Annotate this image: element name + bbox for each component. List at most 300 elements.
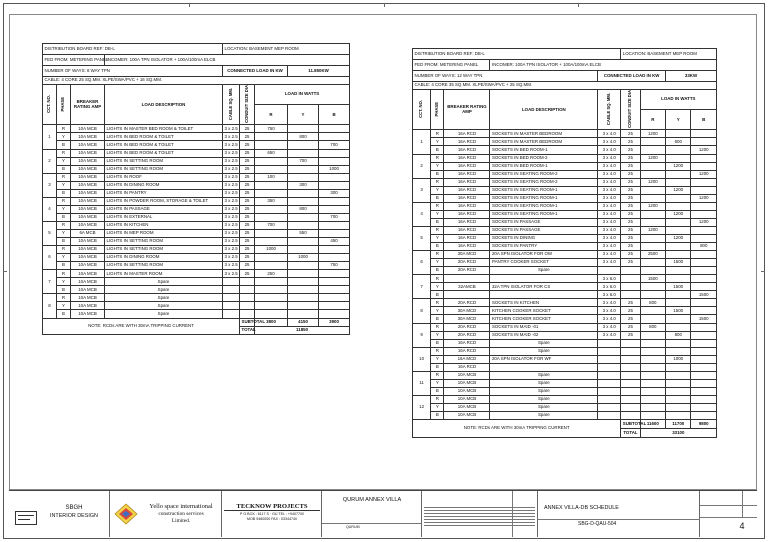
cell-b [691,226,717,234]
cell-conduit: 25 [621,210,640,218]
cell-b [319,302,350,310]
cell-cable [598,355,621,363]
cell-phase: R [431,323,444,331]
cell-b: 1000 [319,165,350,173]
cell-b [319,133,350,141]
tripping-note: NOTE: RCDs ARE WITH 30mA TRIPPING CURRENT [413,420,621,438]
board-location: LOCATION: BASEMENT MEP ROOM [223,44,350,55]
cell-desc: SOCKETS IN MAID -02 [490,331,598,339]
cell-y [666,202,691,210]
incomer: INCOMER: 100A TPN ISOLATOR + 100A/100mA ELCB [490,60,717,71]
cell-phase: Y [431,138,444,146]
cell-r [640,412,665,420]
cell-cct-no: 8 [413,299,431,323]
cell-cct-no: 8 [43,294,57,318]
cell-r: 700 [255,221,288,229]
cell-r [640,347,665,355]
cell-b [319,310,350,318]
cell-cable: 3 x 2.5 [223,262,240,270]
cable-spec: CABLE: 4 CORE 25 SQ.MM. XLPE/SWA/PVC + 16 SQ.MM. [43,77,350,85]
subtotal-b: 3900 [319,318,350,326]
cell-breaker: 32AMCB [444,283,490,291]
tripping-note: NOTE: RCDs ARE WITH 30mA TRIPPING CURRENT [43,318,240,334]
cell-desc: Spare [490,267,598,275]
cell-breaker: 16A RCD [444,210,490,218]
cell-desc: SOCKETS IN BED ROOM-1 [490,162,598,170]
cell-y [666,218,691,226]
cell-cct-no: 2 [43,149,57,173]
cell-phase: Y [57,157,71,165]
cell-b [691,371,717,379]
cell-b [691,275,717,283]
cell-desc: KITCHEN COOKER SOCKET [490,315,598,323]
cell-desc: SOCKETS IN MASTER BEDROOM [490,130,598,138]
cell-breaker: 10A MCB [71,238,105,246]
cell-r [255,238,288,246]
cell-cable [598,371,621,379]
cell-r [255,286,288,294]
cell-phase: B [431,363,444,371]
cell-conduit: 25 [621,218,640,226]
number-of-ways: NUMBER OF WAYS: 8 WAY TPN [43,66,223,77]
cell-desc: LIGHTS IN EXTERNAL [105,213,223,221]
cell-cable: 3 x 2.5 [223,238,240,246]
cell-b [691,178,717,186]
drawing-title: ANNEX VILLA-DB SCHEDULE [544,505,619,511]
cell-b: 450 [319,238,350,246]
cell-breaker: 10A MCB [71,213,105,221]
cell-phase: Y [57,133,71,141]
table-row [413,395,717,403]
cell-phase: B [57,310,71,318]
table-row [413,315,717,323]
cell-b [319,173,350,181]
cell-cct-no: 4 [43,197,57,221]
number-of-ways: NUMBER OF WAYS: 12 WAY TPN [413,71,598,82]
cell-phase: B [57,262,71,270]
col-breaker: BREAKER RATING AMP [444,90,490,130]
cell-r [640,339,665,347]
cell-desc: LIGHTS IN SETTING ROOM [105,165,223,173]
cell-phase: B [431,315,444,323]
cell-b [319,270,350,278]
table-row [413,299,717,307]
cell-phase: R [57,270,71,278]
col-load-description: LOAD DESCRIPTION [105,85,223,125]
cell-b: 800 [691,243,717,251]
cell-r: 350 [255,197,288,205]
table-row [43,310,350,318]
cell-cct-no: 4 [413,202,431,226]
cell-phase: Y [431,379,444,387]
cell-r: 650 [255,149,288,157]
cell-cable [598,387,621,395]
table-row [413,275,717,283]
board-ref: DISTRIBUTION BOARD REF: DB-L [43,44,223,55]
cell-phase: R [57,221,71,229]
cell-conduit: 25 [621,130,640,138]
cell-y [288,278,319,286]
cell-y [288,189,319,197]
cell-phase: B [431,412,444,420]
cell-r [640,331,665,339]
table-row [43,246,350,254]
total-label: TOTAL [621,429,640,438]
cell-breaker: 16A RCD [444,234,490,242]
cell-desc: SOCKETS IN PASSAGE [490,218,598,226]
cell-b [691,387,717,395]
designer-name: SBGH [65,505,83,511]
cell-y: 800 [666,331,691,339]
cell-desc: Spare [105,294,223,302]
cell-conduit [240,286,255,294]
cell-cable: 3 x 4.0 [598,162,621,170]
cell-breaker: 10A MCB [444,412,490,420]
cell-y [666,395,691,403]
cell-desc: SOCKETS IN BED ROOM-1 [490,146,598,154]
cell-breaker: 16A RCD [444,243,490,251]
drawing-number: SBG-D-QAU-504 [578,521,617,527]
cell-phase: Y [431,186,444,194]
cell-cable: 3 x 4.0 [598,234,621,242]
cell-phase: Y [57,254,71,262]
cell-cct-no: 7 [43,270,57,294]
cell-desc: SOCKETS IN PANTRY [490,243,598,251]
subtotal-r: 11600 [640,420,665,429]
cell-desc: LIGHTS IN DINING ROOM [105,181,223,189]
cell-cable: 3 x 2.5 [223,181,240,189]
cell-cct-no: 6 [413,251,431,275]
cell-phase: B [57,238,71,246]
cell-y [288,221,319,229]
cell-breaker: 20A RCD [444,259,490,267]
cell-desc: 20A SPN ISOLATOR FOR WF [490,355,598,363]
cell-b [691,331,717,339]
cell-desc: LIGHTS IN PASSAGE [105,205,223,213]
cell-cable [598,379,621,387]
cell-conduit: 25 [621,154,640,162]
cell-desc [490,291,598,299]
cell-phase: B [57,165,71,173]
cell-desc: LIGHTS IN MEP ROOM [105,229,223,237]
table-row [413,251,717,259]
cell-y [288,262,319,270]
cell-b [691,154,717,162]
cell-cable [223,302,240,310]
cell-conduit [621,275,640,283]
cell-r [255,262,288,270]
cell-desc: LIGHTS IN PANTRY [105,189,223,197]
table-row [413,371,717,379]
cell-conduit: 25 [621,146,640,154]
cell-r [640,291,665,299]
cell-b [691,299,717,307]
cell-desc: SOCKETS IN SEATING ROOM-1 [490,186,598,194]
cell-b [319,229,350,237]
cell-conduit: 25 [240,221,255,229]
col-y: Y [288,105,319,125]
cell-conduit: 25 [240,173,255,181]
cell-r [255,254,288,262]
cell-conduit: 25 [621,194,640,202]
drawing-info-cell [538,491,700,537]
cell-cable: 3 x 2.5 [223,246,240,254]
cell-breaker: 16A RCD [444,218,490,226]
col-y: Y [666,110,691,130]
total-label: TOTAL [240,326,255,334]
col-phase: PHASE [57,85,71,125]
board-location: LOCATION: BASEMENT MEP ROOM [621,49,717,60]
cell-b [691,210,717,218]
table-row [43,286,350,294]
cell-desc: Spare [490,395,598,403]
cell-y [666,403,691,411]
table-row [413,162,717,170]
cell-r: 1500 [640,275,665,283]
cell-y [288,294,319,302]
cell-phase: B [431,194,444,202]
cell-b [319,278,350,286]
subtotal-b: 9800 [691,420,717,429]
cell-y [666,291,691,299]
cell-cable: 3 x 4.0 [598,194,621,202]
cell-phase: Y [431,307,444,315]
cell-r [640,234,665,242]
cell-y [288,141,319,149]
cell-breaker: 6A MCB [71,229,105,237]
cell-breaker: 10A MCB [71,205,105,213]
cell-r [640,363,665,371]
table-row [413,403,717,411]
cell-b: 300 [319,189,350,197]
cell-phase: Y [57,302,71,310]
table-row [413,259,717,267]
cell-r: 100 [255,173,288,181]
cell-cct-no: 1 [43,125,57,149]
cell-y [288,173,319,181]
cell-b: 1200 [691,170,717,178]
cell-cable: 3 x 4.0 [598,186,621,194]
cell-conduit [621,355,640,363]
cell-r: 800 [640,323,665,331]
cell-cable: 3 x 4.0 [598,202,621,210]
table-row [413,387,717,395]
table-row [43,141,350,149]
cell-conduit [621,395,640,403]
cell-cable: 3 x 2.5 [223,221,240,229]
cell-r [640,186,665,194]
cell-cable: 3 x 2.5 [223,213,240,221]
cell-cable: 3 x 2.5 [223,189,240,197]
cell-desc: LIGHTS IN DINING ROOM [105,254,223,262]
cell-breaker: 10A MCB [71,125,105,133]
cell-r [640,307,665,315]
cell-phase: B [431,291,444,299]
cell-y [666,347,691,355]
table-row [43,278,350,286]
cell-r [640,379,665,387]
cell-y [666,243,691,251]
table-row [413,307,717,315]
connected-load-label: CONNECTED LOAD IN KW [223,66,288,77]
cell-cable: 3 x 2.5 [223,133,240,141]
total-value: 11850 [255,326,350,334]
contractor-name: TECKNOW PROJECTS [224,503,320,511]
cell-y [666,226,691,234]
cell-y: 1200 [666,234,691,242]
col-cable: CABLE SQ. MM. [598,90,621,130]
cell-y [288,302,319,310]
cell-phase: R [57,197,71,205]
cell-phase: Y [57,229,71,237]
cell-conduit: 25 [621,138,640,146]
cell-desc: LIGHTS IN SETTING ROOM [105,157,223,165]
cell-cable [598,267,621,275]
cell-desc: LIGHTS IN SETTING ROOM [105,238,223,246]
sheet-number: 4 [739,521,745,531]
col-load-description: LOAD DESCRIPTION [490,90,598,130]
cell-y [666,178,691,186]
col-conduit: CONDUIT SIZE DIA [240,85,255,125]
cell-breaker: 10A MCB [444,395,490,403]
cell-cable [223,310,240,318]
cell-conduit [240,302,255,310]
cell-y [666,267,691,275]
cell-b [691,347,717,355]
cell-cable [598,412,621,420]
cell-breaker: 10A MCB [71,278,105,286]
cell-cable [598,363,621,371]
cell-breaker: 20A RCD [444,267,490,275]
cell-conduit: 25 [621,226,640,234]
cell-desc: Spare [490,339,598,347]
cell-desc: LIGHTS IN SETTING ROOM [105,262,223,270]
cell-conduit: 25 [240,238,255,246]
cell-y [666,194,691,202]
cell-cable [223,294,240,302]
cell-y [666,251,691,259]
cell-desc: LIGHTS IN BED ROOM & TOILET [105,149,223,157]
cell-cable: 3 x 4.0 [598,154,621,162]
cell-cct-no: 10 [413,347,431,371]
table-row [413,178,717,186]
cell-breaker: 16A RCD [444,178,490,186]
cell-breaker: 10A MCB [444,387,490,395]
cell-phase: B [431,387,444,395]
col-load-watts: LOAD IN WATTS [255,85,350,105]
cell-breaker: 30A MCD [444,251,490,259]
cell-b [691,323,717,331]
connected-load-value: 11.850KW [288,66,350,77]
table-row [43,262,350,270]
cell-cable: 3 x 6.0 [598,291,621,299]
cell-phase: B [431,146,444,154]
cell-b [319,149,350,157]
col-b: B [319,105,350,125]
grid-tick [761,271,765,272]
cell-b [691,259,717,267]
cell-y: 1000 [666,355,691,363]
cell-cable: 3 x 4.0 [598,226,621,234]
cell-phase: Y [57,278,71,286]
cell-desc: SOCKETS IN PASSAGE [490,226,598,234]
cell-r: 1000 [255,246,288,254]
cell-phase: B [431,243,444,251]
cell-conduit: 25 [621,299,640,307]
cell-r [640,243,665,251]
cell-b [691,202,717,210]
subtotal-y: 11700 [666,420,691,429]
cell-breaker: 16A RCD [444,130,490,138]
cell-y: 1500 [666,307,691,315]
cell-phase: R [431,371,444,379]
cell-cable [223,286,240,294]
cell-breaker: 10A MCB [444,403,490,411]
cable-spec: CABLE: 4 CORE 35 SQ.MM. XLPE/SWA/PVC + 25 SQ.MM. [413,82,717,90]
cell-r: 1200 [640,202,665,210]
cell-b [691,307,717,315]
cell-phase: R [431,202,444,210]
cell-phase: Y [431,259,444,267]
cell-conduit: 25 [621,202,640,210]
cell-r [255,229,288,237]
cell-y [666,299,691,307]
grid-tick [384,3,385,7]
cell-r: 2500 [640,251,665,259]
cell-breaker: 10A MCB [71,149,105,157]
cell-phase: R [57,125,71,133]
cell-r [640,194,665,202]
cell-phase: R [57,173,71,181]
cell-y [288,125,319,133]
cell-b: 1200 [691,194,717,202]
cell-phase: R [57,246,71,254]
cell-cable: 3 x 2.5 [223,125,240,133]
cell-phase: B [431,170,444,178]
cell-conduit: 25 [240,165,255,173]
cell-phase: R [431,395,444,403]
table-row [413,291,717,299]
cell-r: 1200 [640,178,665,186]
cell-b: 1500 [691,291,717,299]
cell-conduit: 25 [240,246,255,254]
grid-tick [578,3,579,7]
cell-y: 700 [288,157,319,165]
cell-phase: R [431,130,444,138]
table-row [43,270,350,278]
cell-desc: LIGHTS IN BED ROOM & TOILET [105,141,223,149]
cell-phase: Y [431,234,444,242]
cell-conduit: 25 [240,213,255,221]
cell-breaker: 10A MCB [71,302,105,310]
cell-desc: SOCKETS IN SEATING ROOM-1 [490,202,598,210]
cell-b [319,254,350,262]
cell-b [319,157,350,165]
cell-b [691,267,717,275]
cell-phase: R [431,347,444,355]
cell-conduit [621,347,640,355]
table-row [43,221,350,229]
cell-r [640,315,665,323]
cell-desc: Spare [105,286,223,294]
col-r: R [255,105,288,125]
cell-conduit: 25 [621,251,640,259]
cell-cable: 3 x 4.0 [598,210,621,218]
cell-phase: B [431,267,444,275]
cell-y [288,165,319,173]
right-schedule-rows [413,130,717,420]
cell-phase: Y [57,181,71,189]
